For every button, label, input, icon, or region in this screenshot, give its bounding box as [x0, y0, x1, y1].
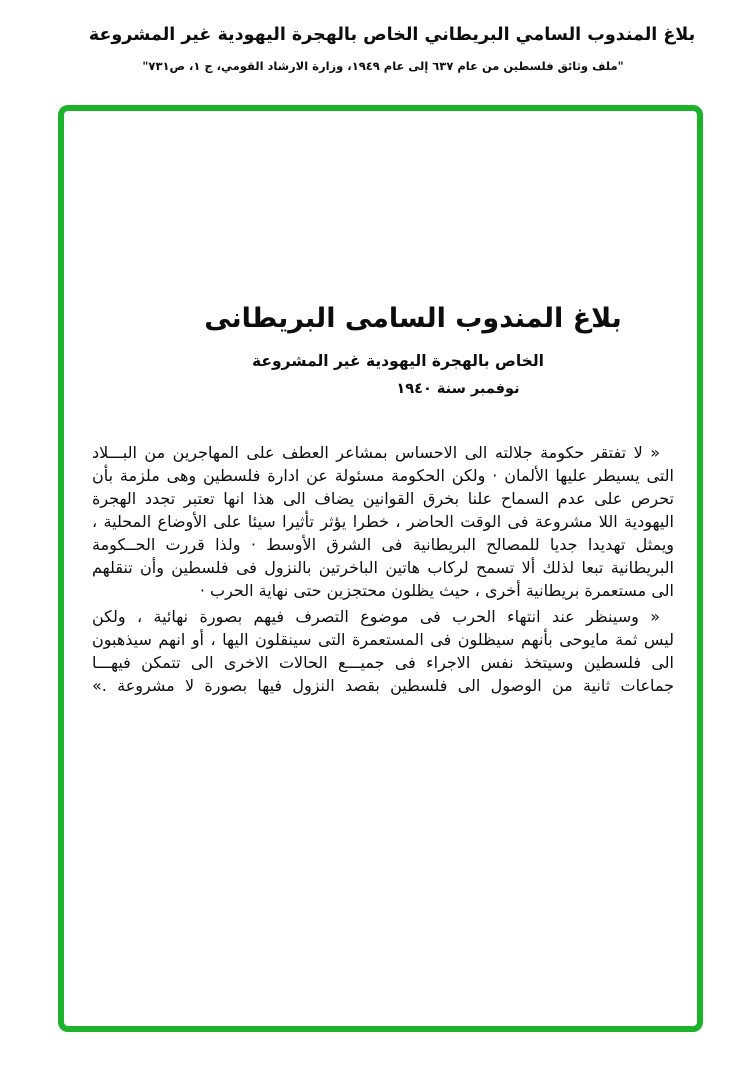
text-line: التى يسيطر عليها الألمان · ولكن الحكومة مسئولة عن ادارة فلسطين وهى ملزمة بأن — [92, 466, 674, 485]
text-line: « لا تفتقر حكومة جلالته الى الاحساس بمشاعر العطف على المهاجرين من البـــلاد — [92, 443, 660, 462]
paragraph-2 — [92, 605, 674, 697]
text-line: « وسينظر عند انتهاء الحرب فى موضوع التصرف فيهم بصورة نهائية ، ولكن — [92, 607, 660, 626]
document-frame — [58, 105, 703, 1032]
document-subtitle: الخاص بالهجرة اليهودية غير المشروعة — [252, 352, 544, 370]
text-line: جماعات ثانية من الوصول الى فلسطين بقصد النزول فيها بصورة لا مشروعة .» — [92, 676, 674, 695]
page-header-title: بلاغ المندوب السامي البريطاني الخاص بالهجرة اليهودية غير المشروعة — [88, 25, 696, 45]
text-line: ليس ثمة مايوحى بأنهم سيظلون فى المستعمرة التى سينقلون اليها ، أو انهم سيذهبون — [92, 630, 674, 649]
text-line: الى فلسطين وسيتخذ نفس الاجراء فى جميـــع الحالات الاخرى الى تتمكن فيهـــا — [92, 653, 674, 672]
document-date: نوفمبر سنة ١٩٤٠ — [396, 381, 520, 397]
paragraph-1 — [92, 441, 674, 602]
text-line: ويمثل تهديدا جديا للمصالح البريطانية فى الشرق الأوسط · ولذا قررت الحــكومة — [92, 535, 674, 554]
text-line: الى مستعمرة بريطانية أخرى ، حيث يظلون محتجزين حتى نهاية الحرب · — [199, 581, 674, 600]
document-body — [92, 441, 674, 697]
document-heading-block — [92, 300, 674, 397]
document-title: بلاغ المندوب السامى البريطانى — [204, 303, 622, 334]
text-line: اليهودية اللا مشروعة فى الوقت الحاضر ، خطرا يؤثر تأثيرا سيئا على الأوضاع المحلية ، — [92, 512, 674, 531]
source-citation: "ملف وثائق فلسطين من عام ٦٣٧ إلى عام ١٩٤٩، وزارة الارشاد القومي، ج ١، ص٧٣١" — [142, 59, 624, 73]
text-line: البريطانية تبعا لذلك ألا تسمح لركاب هاتين الباخرتين بالنزول فى فلسطين وأن تنقلهم — [92, 558, 674, 577]
text-line: تحرص على عدم السماح علنا بخرق القوانين يضاف الى هذا انها تعتبر تجدد الهجرة — [92, 489, 674, 508]
